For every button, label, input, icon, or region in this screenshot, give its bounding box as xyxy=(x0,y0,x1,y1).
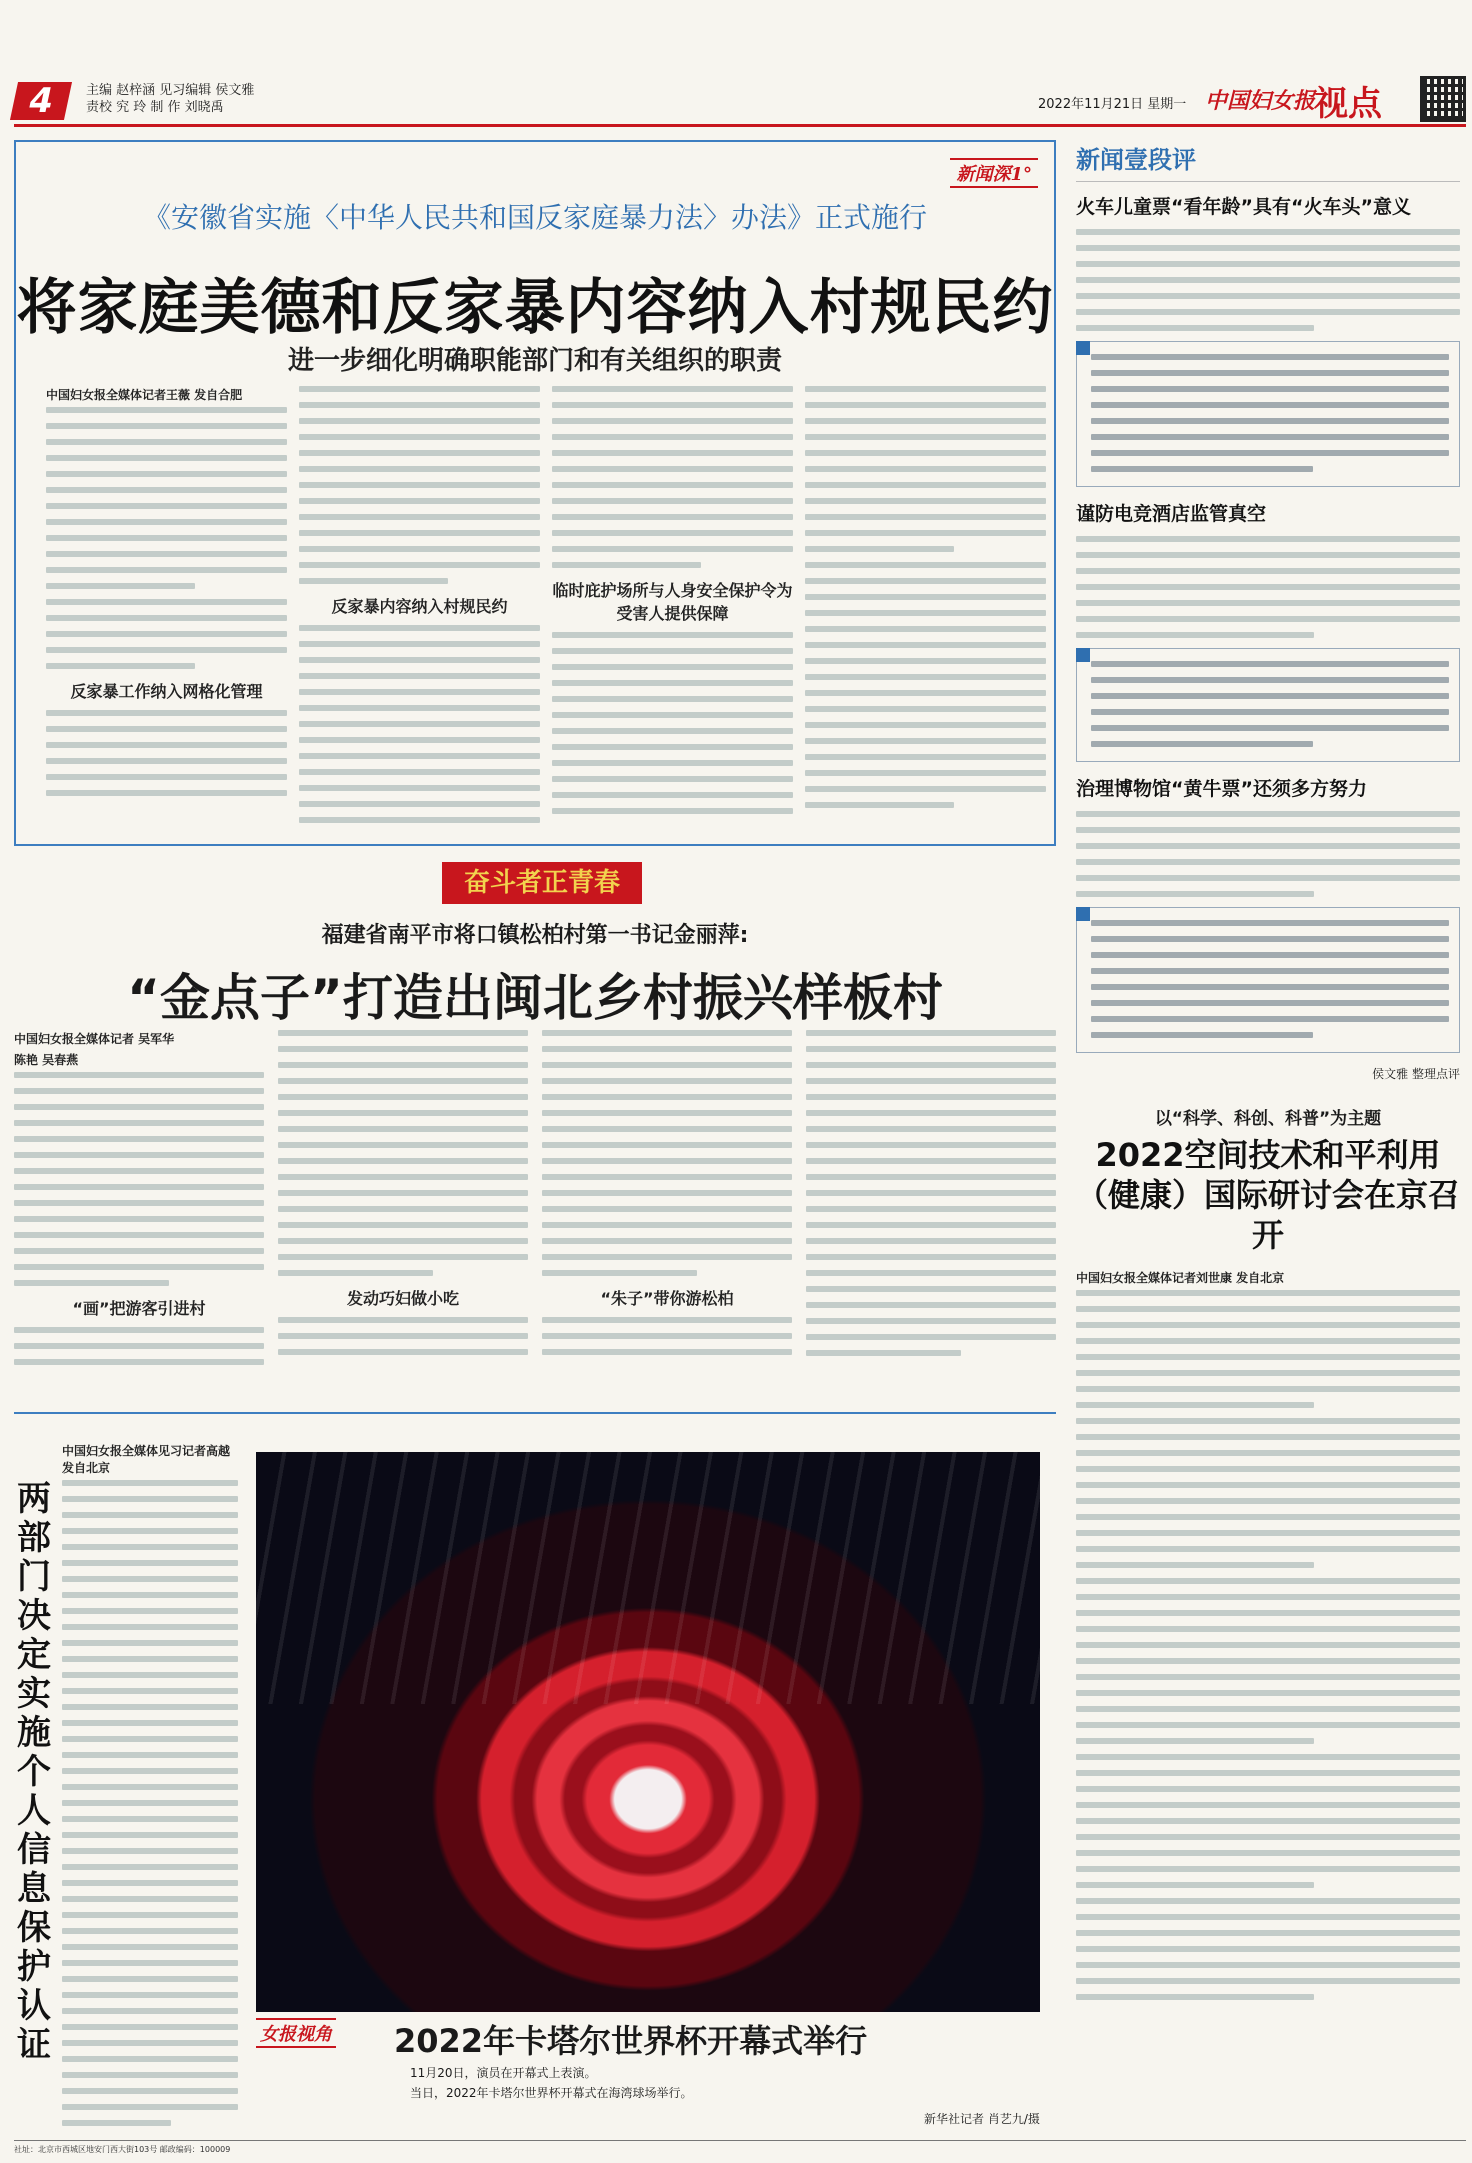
text-column xyxy=(299,386,540,836)
article-headline: 将家庭美德和反家暴内容纳入村规民约 xyxy=(16,273,1054,343)
text-column xyxy=(805,386,1046,836)
editor-comment xyxy=(1076,907,1460,1053)
editor-credits xyxy=(86,82,254,116)
photo-caption: 11月20日，演员在开幕式上表演。 xyxy=(410,2066,597,2080)
article-headline: “金点子”打造出闽北乡村振兴样板村 xyxy=(127,969,943,1027)
side-article-body xyxy=(62,1442,238,2136)
text-column xyxy=(14,1030,264,1375)
page-number: 4 xyxy=(10,82,72,120)
article-byline: 中国妇女报全媒体记者刘世康 发自北京 xyxy=(1076,1271,1285,1285)
article-kicker: 《安徽省实施〈中华人民共和国反家庭暴力法〉办法》正式施行 xyxy=(142,201,927,234)
photo-headline: 2022年卡塔尔世界杯开幕式举行 xyxy=(394,2022,868,2060)
article-kicker: 以“科学、科创、科普”为主题 xyxy=(1154,1109,1382,1129)
vertical-headline: 两部门决定实施个人信息保护认证 xyxy=(17,1479,51,2065)
profile-article xyxy=(14,862,1056,1382)
article-headline: 2022空间技术和平利用（健康）国际研讨会在京召开 xyxy=(1076,1136,1461,1254)
article-subhead: “画”把游客引进村 xyxy=(72,1299,206,1318)
page-header xyxy=(0,0,1472,130)
photo-feature xyxy=(14,1412,1056,2132)
article-byline: 中国妇女报全媒体记者 吴军华 xyxy=(14,1032,175,1046)
article-subhead: 临时庇护场所与人身安全保护令为受害人提供保障 xyxy=(552,581,793,623)
article-subhead: 反家暴内容纳入村规民约 xyxy=(331,597,508,616)
stage-lights xyxy=(256,1452,1040,1704)
article-byline: 中国妇女报全媒体记者王薇 发自合肥 xyxy=(46,388,243,402)
issue-date: 2022年11月21日 星期一 xyxy=(1038,97,1187,112)
article-subhead: 发动巧妇做小吃 xyxy=(346,1289,459,1308)
commentary-column xyxy=(1076,140,1460,2130)
article-subheadline: 进一步细化明确职能部门和有关组织的职责 xyxy=(287,346,782,376)
commentary-title: 火车儿童票“看年龄”具有“火车头”意义 xyxy=(1076,196,1411,218)
text-column xyxy=(552,386,793,836)
column-banner: 奋斗者正青春 xyxy=(442,862,642,904)
text-column xyxy=(46,386,287,836)
section-head: 新闻壹段评 xyxy=(1076,140,1460,182)
article-byline: 陈艳 吴春燕 xyxy=(14,1053,79,1067)
article-body xyxy=(46,386,1046,836)
editor-comment xyxy=(1076,648,1460,762)
editor-credit: 侯文雅 整理点评 xyxy=(1372,1067,1460,1081)
lead-article xyxy=(14,140,1056,846)
column-tag: 新闻深1° xyxy=(950,158,1038,188)
commentary-body xyxy=(1076,536,1460,638)
article-subhead: 反家暴工作纳入网格化管理 xyxy=(70,682,263,701)
commentary-title: 谨防电竞酒店监管真空 xyxy=(1076,503,1267,525)
header-divider xyxy=(14,124,1466,127)
paper-logo: 中国妇女报 xyxy=(1205,88,1316,114)
text-column xyxy=(278,1030,528,1375)
commentary-body xyxy=(1076,229,1460,331)
photo-credit: 新华社记者 肖艺九/摄 xyxy=(924,2112,1040,2126)
editor-comment xyxy=(1076,341,1460,487)
text-column xyxy=(542,1030,792,1375)
column-tag: 女报视角 xyxy=(256,2018,336,2048)
article-kicker: 福建省南平市将口镇松柏村第一书记金丽萍: xyxy=(321,923,749,948)
section-name: 视点 xyxy=(1314,84,1382,124)
article-subhead: “朱子”带你游松柏 xyxy=(600,1289,734,1308)
editor-line: 责校 究 玲 制 作 刘晓禹 xyxy=(86,100,224,115)
article-byline: 中国妇女报全媒体见习记者高越 发自北京 xyxy=(62,1444,231,1475)
photo-caption: 当日，2022年卡塔尔世界杯开幕式在海湾球场举行。 xyxy=(410,2086,693,2100)
commentary-body xyxy=(1076,811,1460,897)
editor-line: 主编 赵梓涵 见习编辑 侯文雅 xyxy=(86,83,255,98)
ceremony-photo xyxy=(256,1452,1040,2012)
article-body xyxy=(14,1030,1056,1375)
qr-code-icon xyxy=(1420,76,1466,122)
page-footer: 社址：北京市西城区地安门西大街103号 邮政编码：100009 xyxy=(14,2140,1466,2160)
article-body xyxy=(1076,1269,1460,2000)
commentary-title: 治理博物馆“黄牛票”还须多方努力 xyxy=(1076,778,1367,800)
text-column xyxy=(806,1030,1056,1375)
